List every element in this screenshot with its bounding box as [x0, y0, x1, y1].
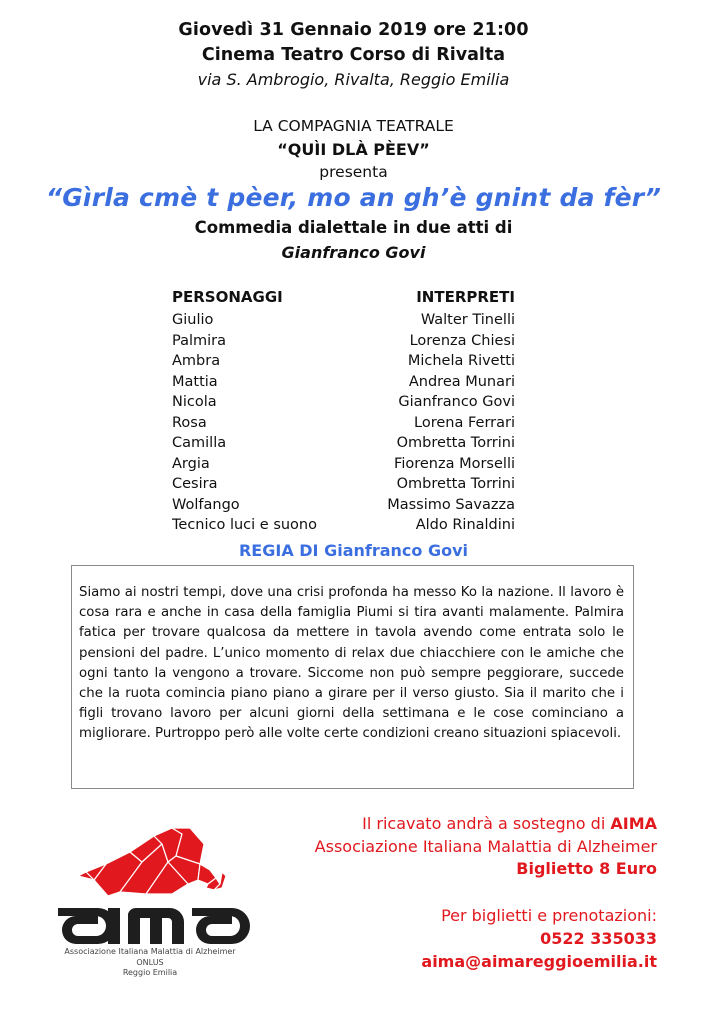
cast-actor: Aldo Rinaldini: [415, 517, 515, 533]
cast-role: Wolfango: [172, 496, 240, 513]
event-venue: Cinema Teatro Corso di Rivalta: [201, 45, 506, 65]
contacts: [421, 904, 657, 973]
logo-caption-line1: Associazione Italiana Malattia di Alzheimer: [64, 947, 236, 956]
cast-actor: Michela Rivetti: [407, 353, 515, 369]
charity-prefix: Il ricavato andrà a sostegno di: [362, 814, 611, 833]
cast-row: [172, 310, 515, 331]
cast-actor: Andrea Munari: [408, 373, 515, 390]
cast-row: [172, 454, 515, 475]
cast-row: [172, 515, 515, 536]
cast-table: [172, 288, 515, 536]
cast-row: [172, 351, 515, 372]
cast-role: Tecnico luci e suono: [172, 517, 317, 533]
cast-header: [172, 288, 515, 310]
cast-actor: Ombretta Torrini: [396, 435, 515, 451]
contact-email: aima@aimareggioemilia.it: [421, 952, 657, 971]
charity-line2: Associazione Italiana Malattia di Alzheimer: [314, 836, 657, 856]
logo-caption-line2: ONLUS: [136, 957, 164, 967]
cast-role: Ambra: [172, 353, 221, 369]
cast-row: [172, 495, 515, 516]
cast-role: Cesira: [172, 476, 218, 492]
cast-actor: Lorena Ferrari: [414, 414, 515, 431]
play-title: “Gìrla cmè t pèer, mo an gh’è gnint da fèr”: [45, 183, 662, 212]
play-subtitle: Commedia dialettale in due atti di: [194, 218, 513, 237]
cast-role: Palmira: [172, 332, 227, 349]
cast-actor: Gianfranco Govi: [398, 394, 515, 410]
company-name: “QUÌI DLÀ PÈEV”: [277, 140, 430, 159]
presents-label: presenta: [319, 163, 388, 181]
cast-role: Mattia: [172, 373, 218, 390]
contact-phone: 0522 335033: [540, 929, 657, 948]
play-author: Gianfranco Govi: [281, 243, 426, 262]
cast-role: Rosa: [172, 414, 207, 431]
synopsis-text: Siamo ai nostri tempi, dove una crisi profonda ha messo Ko la nazione. Il lavoro è cosa rara e anche in casa della famiglia Piumi si tira avanti malamente. Palmira fatica per trovare qualcosa da mettere in tavola avendo come entrata solo le pensioni del padre. L’unico momento di relax due chiacchiere con le amiche che ogni tanto la vengono a trovare. Siccome non può sempre peggiorare, succede che la ruota comincia piano piano a girare per il verso giusto. Sia il marito che i figli trovano lavoro per alcuni giorni della settimana e le cose cominciano a migliorare. Purtroppo però alle volte certe condizioni creano situazioni spiacevoli.: [79, 585, 624, 742]
cast-row: [172, 474, 515, 495]
cast-role: Giulio: [172, 312, 214, 328]
charity-org: AIMA: [610, 814, 657, 833]
logo-caption-line3: Reggio Emilia: [122, 968, 178, 977]
logo-caption: [50, 947, 250, 979]
charity-line1: [315, 813, 657, 836]
cast-role: Argia: [172, 455, 210, 472]
direction-credit: REGIA DI Gianfranco Govi: [238, 541, 469, 560]
cast-actor: Ombretta Torrini: [396, 476, 515, 492]
charity-info: [315, 813, 657, 881]
cast-role: Nicola: [172, 394, 217, 410]
cast-row: [172, 372, 515, 393]
cast-actor: Walter Tinelli: [420, 312, 515, 328]
cast-actor: Massimo Savazza: [387, 496, 515, 513]
cast-row: [172, 433, 515, 454]
cast-actor: Lorenza Chiesi: [409, 332, 515, 349]
cast-header-actor: INTERPRETI: [416, 288, 515, 306]
cast-actor: Fiorenza Morselli: [394, 455, 515, 472]
event-date-time: Giovedì 31 Gennaio 2019 ore 21:00: [178, 20, 529, 40]
cast-header-role: PERSONAGGI: [172, 288, 283, 306]
cast-row: [172, 392, 515, 413]
origami-elephant-icon: [50, 822, 260, 947]
contacts-label: Per biglietti e prenotazioni:: [441, 906, 657, 925]
cast-row: [172, 413, 515, 434]
cast-role: Camilla: [172, 435, 227, 451]
event-address: via S. Ambrogio, Rivalta, Reggio Emilia: [197, 70, 510, 89]
cast-row: [172, 331, 515, 352]
company-label: LA COMPAGNIA TEATRALE: [253, 117, 454, 135]
ticket-price: Biglietto 8 Euro: [516, 859, 657, 878]
synopsis-box: [71, 565, 634, 789]
